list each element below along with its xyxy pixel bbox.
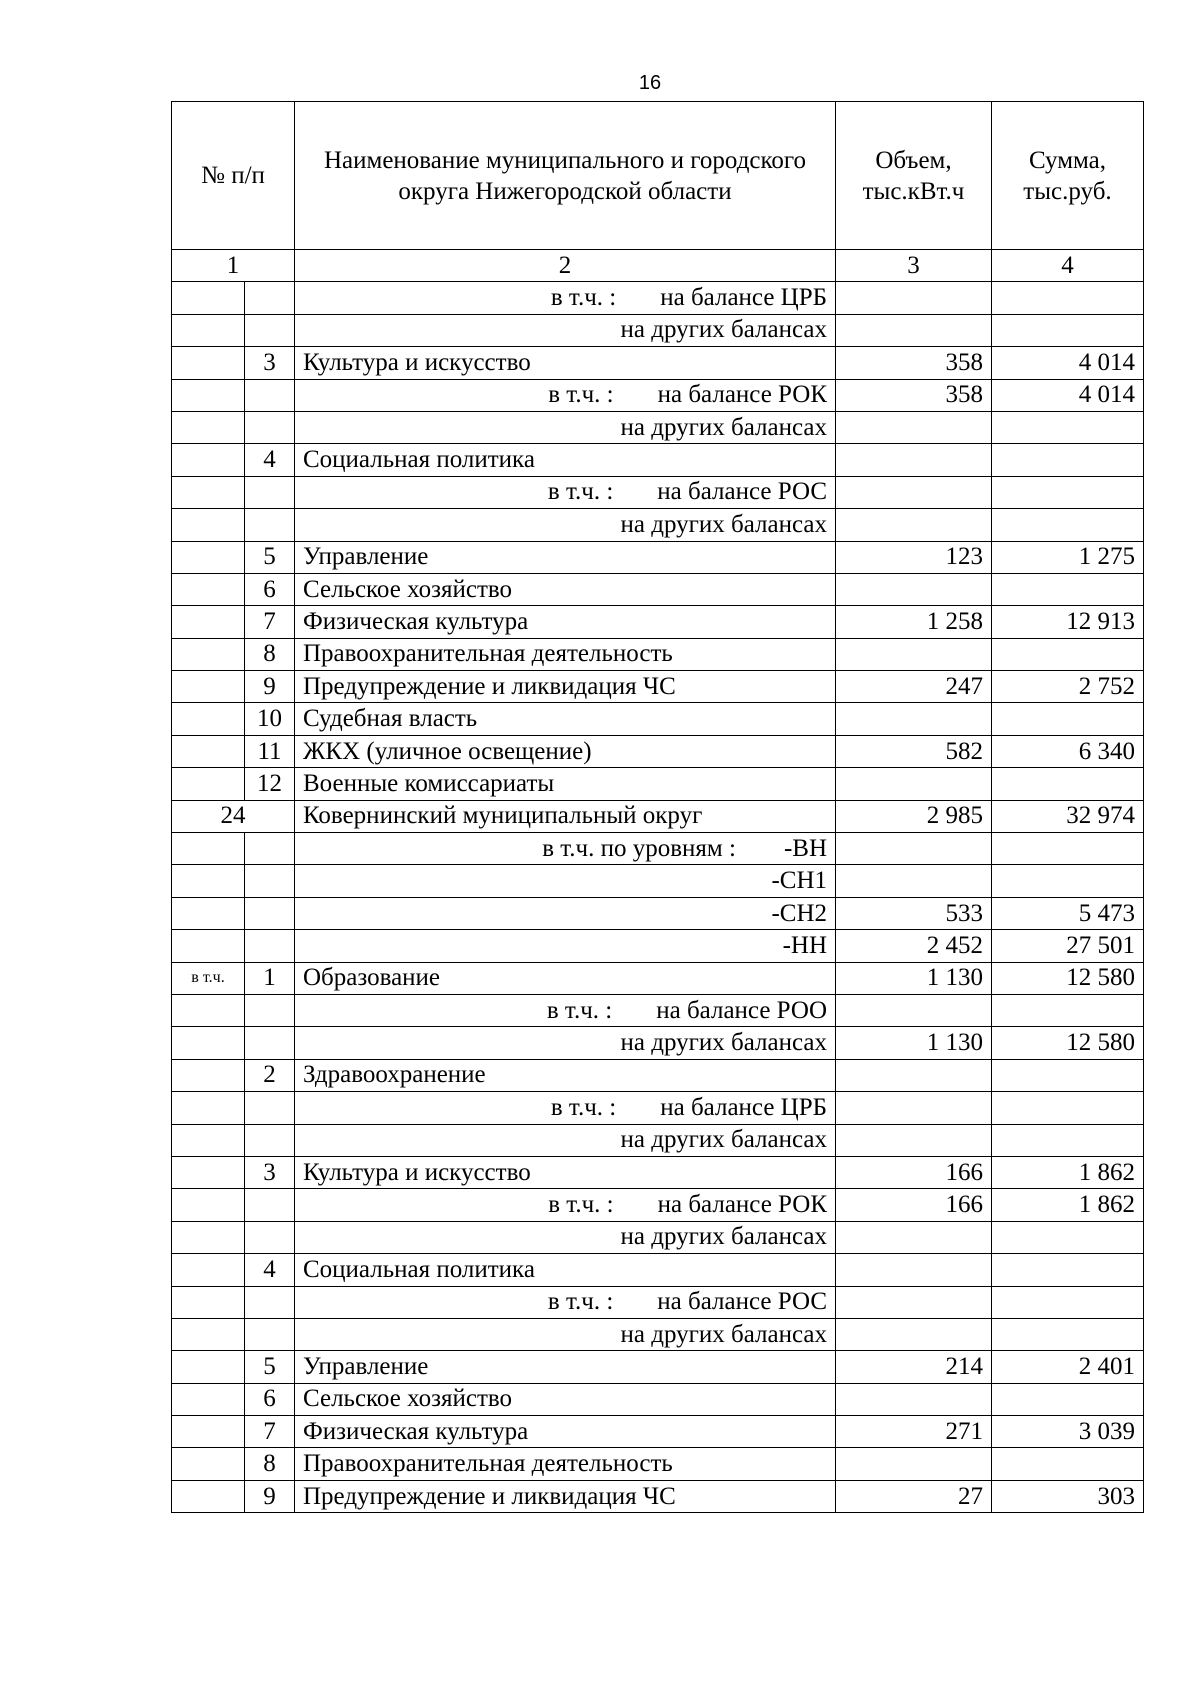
row-group-cell bbox=[172, 768, 245, 800]
row-volume bbox=[836, 994, 992, 1026]
row-sum bbox=[992, 1318, 1144, 1350]
row-volume: 358 bbox=[836, 347, 992, 379]
subitem-prefix: в т.ч. : bbox=[546, 996, 613, 1024]
row-sum: 2 752 bbox=[992, 671, 1144, 703]
row-sum bbox=[992, 703, 1144, 735]
row-number: 12 bbox=[245, 768, 295, 800]
row-group-cell bbox=[172, 314, 245, 346]
row-number: 9 bbox=[245, 671, 295, 703]
subitem-wrap bbox=[303, 1320, 827, 1350]
row-sum bbox=[992, 994, 1144, 1026]
row-number bbox=[245, 1189, 295, 1221]
row-volume bbox=[836, 444, 992, 476]
table-row bbox=[172, 1124, 1144, 1156]
row-sum bbox=[992, 833, 1144, 865]
row-name: Социальная политика bbox=[295, 1254, 836, 1286]
table-row bbox=[172, 541, 1144, 573]
row-number bbox=[245, 833, 295, 865]
row-subitem bbox=[295, 994, 836, 1026]
row-group-cell bbox=[172, 1092, 245, 1124]
row-subitem bbox=[295, 509, 836, 541]
subitem-wrap bbox=[303, 899, 827, 929]
row-name: Здравоохранение bbox=[295, 1059, 836, 1091]
subitem-label: -СН1 bbox=[771, 867, 827, 895]
table-row bbox=[172, 1156, 1144, 1188]
row-number bbox=[245, 1221, 295, 1253]
row-name: Сельское хозяйство bbox=[295, 573, 836, 605]
row-number bbox=[245, 411, 295, 443]
row-group-cell bbox=[172, 865, 245, 897]
table-row bbox=[172, 994, 1144, 1026]
row-volume: 166 bbox=[836, 1189, 992, 1221]
district-name: Ковернинский муниципальный округ bbox=[295, 800, 836, 832]
row-group-cell bbox=[172, 1318, 245, 1350]
row-volume: 123 bbox=[836, 541, 992, 573]
table-row bbox=[172, 1286, 1144, 1318]
row-subitem bbox=[295, 476, 836, 508]
subitem-wrap bbox=[303, 1093, 827, 1123]
row-volume bbox=[836, 768, 992, 800]
energy-consumption-table bbox=[171, 101, 1144, 1513]
row-volume bbox=[836, 833, 992, 865]
row-group-cell bbox=[172, 606, 245, 638]
row-name: Культура и искусство bbox=[295, 1156, 836, 1188]
row-group-cell bbox=[172, 1448, 245, 1480]
row-sum: 4 014 bbox=[992, 347, 1144, 379]
row-sum bbox=[992, 476, 1144, 508]
subitem-label: на других балансах bbox=[620, 1320, 827, 1348]
row-name: Культура и искусство bbox=[295, 347, 836, 379]
header-sum: Сумма, тыс.руб. bbox=[992, 102, 1144, 250]
row-sum bbox=[992, 1254, 1144, 1286]
row-number bbox=[245, 314, 295, 346]
row-sum: 3 039 bbox=[992, 1416, 1144, 1448]
row-name: Правоохранительная деятельность bbox=[295, 638, 836, 670]
row-number: 3 bbox=[245, 1156, 295, 1188]
subitem-label: на других балансах bbox=[620, 510, 827, 538]
row-subitem bbox=[295, 1092, 836, 1124]
row-sum: 12 580 bbox=[992, 1027, 1144, 1059]
row-volume bbox=[836, 1254, 992, 1286]
row-number bbox=[245, 476, 295, 508]
row-volume bbox=[836, 509, 992, 541]
table-row bbox=[172, 1448, 1144, 1480]
page-number: 16 bbox=[638, 72, 662, 94]
subitem-label: на других балансах bbox=[620, 1029, 827, 1057]
row-number bbox=[245, 282, 295, 314]
row-group-cell bbox=[172, 509, 245, 541]
district-number: 24 bbox=[172, 800, 295, 832]
row-sum bbox=[992, 411, 1144, 443]
row-sum: 12 580 bbox=[992, 962, 1144, 994]
row-number: 4 bbox=[245, 444, 295, 476]
subitem-label: на балансе РОК bbox=[657, 381, 827, 409]
subitem-wrap bbox=[303, 1028, 827, 1058]
table-row bbox=[172, 768, 1144, 800]
subitem-label: на балансе РОО bbox=[656, 996, 827, 1024]
subitem-wrap bbox=[303, 1125, 827, 1155]
table-row bbox=[172, 476, 1144, 508]
table-row bbox=[172, 703, 1144, 735]
table-row bbox=[172, 379, 1144, 411]
row-volume bbox=[836, 865, 992, 897]
row-sum: 303 bbox=[992, 1480, 1144, 1512]
table-row bbox=[172, 1254, 1144, 1286]
row-volume: 2 985 bbox=[836, 800, 992, 832]
row-volume bbox=[836, 1092, 992, 1124]
row-name: Социальная политика bbox=[295, 444, 836, 476]
row-volume bbox=[836, 1383, 992, 1415]
table-row bbox=[172, 573, 1144, 605]
table-row bbox=[172, 930, 1144, 962]
row-sum bbox=[992, 444, 1144, 476]
row-number: 8 bbox=[245, 638, 295, 670]
subitem-label: на балансе ЦРБ bbox=[660, 284, 827, 312]
subitem-label: -СН2 bbox=[771, 899, 827, 927]
row-number bbox=[245, 994, 295, 1026]
row-sum bbox=[992, 509, 1144, 541]
row-number bbox=[245, 1027, 295, 1059]
row-group-cell bbox=[172, 411, 245, 443]
row-group-cell bbox=[172, 1156, 245, 1188]
row-group-cell bbox=[172, 638, 245, 670]
row-sum: 6 340 bbox=[992, 735, 1144, 767]
table-row bbox=[172, 1189, 1144, 1221]
row-group-cell bbox=[172, 1286, 245, 1318]
header-name: Наименование муниципального и городского округа Нижегородской области bbox=[295, 102, 836, 250]
row-number: 4 bbox=[245, 1254, 295, 1286]
table-row bbox=[172, 1027, 1144, 1059]
row-volume bbox=[836, 1448, 992, 1480]
subitem-wrap bbox=[303, 1190, 827, 1220]
subitem-wrap bbox=[303, 1222, 827, 1252]
row-sum: 12 913 bbox=[992, 606, 1144, 638]
row-group-cell bbox=[172, 930, 245, 962]
index-2: 2 bbox=[295, 250, 836, 282]
row-sum bbox=[992, 1092, 1144, 1124]
row-volume: 1 130 bbox=[836, 962, 992, 994]
row-number: 7 bbox=[245, 1416, 295, 1448]
row-volume bbox=[836, 638, 992, 670]
row-volume: 1 130 bbox=[836, 1027, 992, 1059]
row-number: 6 bbox=[245, 1383, 295, 1415]
subitem-prefix: в т.ч. : bbox=[550, 1093, 617, 1121]
row-number bbox=[245, 1124, 295, 1156]
row-volume: 271 bbox=[836, 1416, 992, 1448]
row-number: 3 bbox=[245, 347, 295, 379]
table-row bbox=[172, 444, 1144, 476]
row-name: ЖКХ (уличное освещение) bbox=[295, 735, 836, 767]
row-sum bbox=[992, 1383, 1144, 1415]
row-group-cell bbox=[172, 541, 245, 573]
table-row bbox=[172, 735, 1144, 767]
row-number bbox=[245, 379, 295, 411]
subitem-label: -ВН bbox=[783, 834, 827, 862]
row-number: 9 bbox=[245, 1480, 295, 1512]
subitem-wrap bbox=[303, 866, 827, 896]
row-subitem bbox=[295, 314, 836, 346]
row-name: Военные комиссариаты bbox=[295, 768, 836, 800]
row-sum: 1 275 bbox=[992, 541, 1144, 573]
row-group-cell bbox=[172, 1124, 245, 1156]
subitem-label: на других балансах bbox=[620, 316, 827, 344]
row-name: Управление bbox=[295, 1351, 836, 1383]
row-group-cell bbox=[172, 1480, 245, 1512]
header-volume: Объем, тыс.кВт.ч bbox=[836, 102, 992, 250]
table-index-row bbox=[172, 250, 1144, 282]
table-row bbox=[172, 833, 1144, 865]
subitem-prefix: в т.ч. : bbox=[550, 284, 617, 312]
row-volume bbox=[836, 314, 992, 346]
row-number: 6 bbox=[245, 573, 295, 605]
row-group-cell bbox=[172, 897, 245, 929]
subitem-wrap bbox=[303, 1287, 827, 1317]
row-name: Образование bbox=[295, 962, 836, 994]
row-sum: 2 401 bbox=[992, 1351, 1144, 1383]
subitem-wrap bbox=[303, 931, 827, 961]
table-row bbox=[172, 865, 1144, 897]
row-volume: 27 bbox=[836, 1480, 992, 1512]
row-volume bbox=[836, 411, 992, 443]
row-name: Физическая культура bbox=[295, 1416, 836, 1448]
row-number bbox=[245, 1318, 295, 1350]
subitem-wrap bbox=[303, 834, 827, 864]
row-subitem bbox=[295, 282, 836, 314]
row-number bbox=[245, 1286, 295, 1318]
row-group-cell bbox=[172, 1221, 245, 1253]
subitem-wrap bbox=[303, 477, 827, 507]
table-row bbox=[172, 1059, 1144, 1091]
table-header-row bbox=[172, 102, 1144, 250]
row-group-cell bbox=[172, 1027, 245, 1059]
row-volume bbox=[836, 282, 992, 314]
subitem-label: -НН bbox=[782, 931, 827, 959]
row-subitem bbox=[295, 411, 836, 443]
row-group-cell bbox=[172, 476, 245, 508]
row-subitem bbox=[295, 1124, 836, 1156]
row-volume: 1 258 bbox=[836, 606, 992, 638]
row-sum bbox=[992, 638, 1144, 670]
row-group-cell bbox=[172, 282, 245, 314]
row-subitem bbox=[295, 865, 836, 897]
row-sum bbox=[992, 282, 1144, 314]
row-subitem bbox=[295, 1286, 836, 1318]
row-volume: 582 bbox=[836, 735, 992, 767]
subitem-prefix: в т.ч. : bbox=[548, 381, 614, 409]
subitem-prefix: в т.ч. : bbox=[548, 1191, 614, 1219]
table-row bbox=[172, 606, 1144, 638]
table-row bbox=[172, 1092, 1144, 1124]
row-sum: 4 014 bbox=[992, 379, 1144, 411]
row-sum bbox=[992, 865, 1144, 897]
row-number bbox=[245, 897, 295, 929]
row-volume: 166 bbox=[836, 1156, 992, 1188]
row-volume bbox=[836, 1286, 992, 1318]
row-number bbox=[245, 509, 295, 541]
row-sum bbox=[992, 314, 1144, 346]
row-number: 2 bbox=[245, 1059, 295, 1091]
row-group-cell bbox=[172, 379, 245, 411]
index-4: 4 bbox=[992, 250, 1144, 282]
row-name: Сельское хозяйство bbox=[295, 1383, 836, 1415]
subitem-wrap bbox=[303, 996, 827, 1026]
row-number: 5 bbox=[245, 1351, 295, 1383]
row-volume bbox=[836, 1221, 992, 1253]
row-group-cell bbox=[172, 1416, 245, 1448]
table-row bbox=[172, 638, 1144, 670]
row-volume bbox=[836, 1318, 992, 1350]
row-sum: 5 473 bbox=[992, 897, 1144, 929]
row-number: 7 bbox=[245, 606, 295, 638]
row-subitem bbox=[295, 1189, 836, 1221]
row-group-cell bbox=[172, 1254, 245, 1286]
row-sum bbox=[992, 573, 1144, 605]
table-row bbox=[172, 1480, 1144, 1512]
subitem-wrap bbox=[303, 510, 827, 540]
row-subitem bbox=[295, 1221, 836, 1253]
row-number bbox=[245, 865, 295, 897]
row-group-cell bbox=[172, 833, 245, 865]
row-group-cell: в т.ч. bbox=[172, 962, 245, 994]
table-row bbox=[172, 411, 1144, 443]
table-row bbox=[172, 1318, 1144, 1350]
row-number: 8 bbox=[245, 1448, 295, 1480]
row-name: Правоохранительная деятельность bbox=[295, 1448, 836, 1480]
table-row bbox=[172, 962, 1144, 994]
row-group-cell bbox=[172, 573, 245, 605]
row-sum: 1 862 bbox=[992, 1189, 1144, 1221]
row-volume bbox=[836, 1059, 992, 1091]
row-subitem bbox=[295, 897, 836, 929]
subitem-label: на других балансах bbox=[620, 1126, 827, 1154]
row-volume bbox=[836, 476, 992, 508]
row-volume: 2 452 bbox=[836, 930, 992, 962]
row-sum: 27 501 bbox=[992, 930, 1144, 962]
row-volume bbox=[836, 703, 992, 735]
row-sum: 1 862 bbox=[992, 1156, 1144, 1188]
row-subitem bbox=[295, 379, 836, 411]
row-number: 1 bbox=[245, 962, 295, 994]
table-row bbox=[172, 897, 1144, 929]
row-name: Предупреждение и ликвидация ЧС bbox=[295, 1480, 836, 1512]
subitem-label: на других балансах bbox=[620, 413, 827, 441]
row-subitem bbox=[295, 1027, 836, 1059]
row-volume bbox=[836, 1124, 992, 1156]
subitem-prefix: в т.ч. по уровням : bbox=[542, 834, 736, 862]
subitem-wrap bbox=[303, 283, 827, 313]
table-row bbox=[172, 282, 1144, 314]
row-sum bbox=[992, 1286, 1144, 1318]
row-name: Предупреждение и ликвидация ЧС bbox=[295, 671, 836, 703]
row-volume bbox=[836, 573, 992, 605]
row-number: 11 bbox=[245, 735, 295, 767]
table-row bbox=[172, 347, 1144, 379]
table-row bbox=[172, 1416, 1144, 1448]
row-sum bbox=[992, 768, 1144, 800]
row-group-cell bbox=[172, 703, 245, 735]
subitem-wrap bbox=[303, 413, 827, 443]
table-body bbox=[172, 282, 1144, 1513]
table-row bbox=[172, 314, 1144, 346]
row-group-cell bbox=[172, 1351, 245, 1383]
row-group-cell bbox=[172, 347, 245, 379]
subitem-label: на балансе РОК bbox=[657, 1191, 827, 1219]
row-number bbox=[245, 930, 295, 962]
row-number bbox=[245, 1092, 295, 1124]
subitem-prefix: в т.ч. : bbox=[547, 478, 614, 506]
row-group-cell bbox=[172, 1189, 245, 1221]
row-sum bbox=[992, 1059, 1144, 1091]
row-volume: 214 bbox=[836, 1351, 992, 1383]
row-group-cell bbox=[172, 1383, 245, 1415]
table-row bbox=[172, 1221, 1144, 1253]
row-name: Управление bbox=[295, 541, 836, 573]
header-number: № п/п bbox=[172, 102, 295, 250]
row-subitem bbox=[295, 930, 836, 962]
row-sum bbox=[992, 1221, 1144, 1253]
table-row bbox=[172, 800, 1144, 832]
row-group-cell bbox=[172, 994, 245, 1026]
row-group-cell bbox=[172, 444, 245, 476]
subitem-wrap bbox=[303, 315, 827, 345]
row-subitem bbox=[295, 1318, 836, 1350]
index-3: 3 bbox=[836, 250, 992, 282]
table-row bbox=[172, 1383, 1144, 1415]
table-row bbox=[172, 1351, 1144, 1383]
row-sum: 32 974 bbox=[992, 800, 1144, 832]
row-group-cell bbox=[172, 735, 245, 767]
row-name: Судебная власть bbox=[295, 703, 836, 735]
subitem-prefix: в т.ч. : bbox=[547, 1288, 614, 1316]
table-row bbox=[172, 509, 1144, 541]
table-row bbox=[172, 671, 1144, 703]
subitem-label: на балансе ЦРБ bbox=[660, 1093, 827, 1121]
row-sum bbox=[992, 1448, 1144, 1480]
row-subitem bbox=[295, 833, 836, 865]
row-number: 10 bbox=[245, 703, 295, 735]
row-group-cell bbox=[172, 671, 245, 703]
subitem-wrap bbox=[303, 380, 827, 410]
row-group-cell bbox=[172, 1059, 245, 1091]
row-volume: 247 bbox=[836, 671, 992, 703]
index-1: 1 bbox=[172, 250, 295, 282]
row-volume: 533 bbox=[836, 897, 992, 929]
row-volume: 358 bbox=[836, 379, 992, 411]
row-sum bbox=[992, 1124, 1144, 1156]
row-name: Физическая культура bbox=[295, 606, 836, 638]
subitem-label: на балансе РОС bbox=[657, 478, 827, 506]
subitem-label: на других балансах bbox=[620, 1223, 827, 1251]
row-number: 5 bbox=[245, 541, 295, 573]
subitem-label: на балансе РОС bbox=[657, 1288, 827, 1316]
